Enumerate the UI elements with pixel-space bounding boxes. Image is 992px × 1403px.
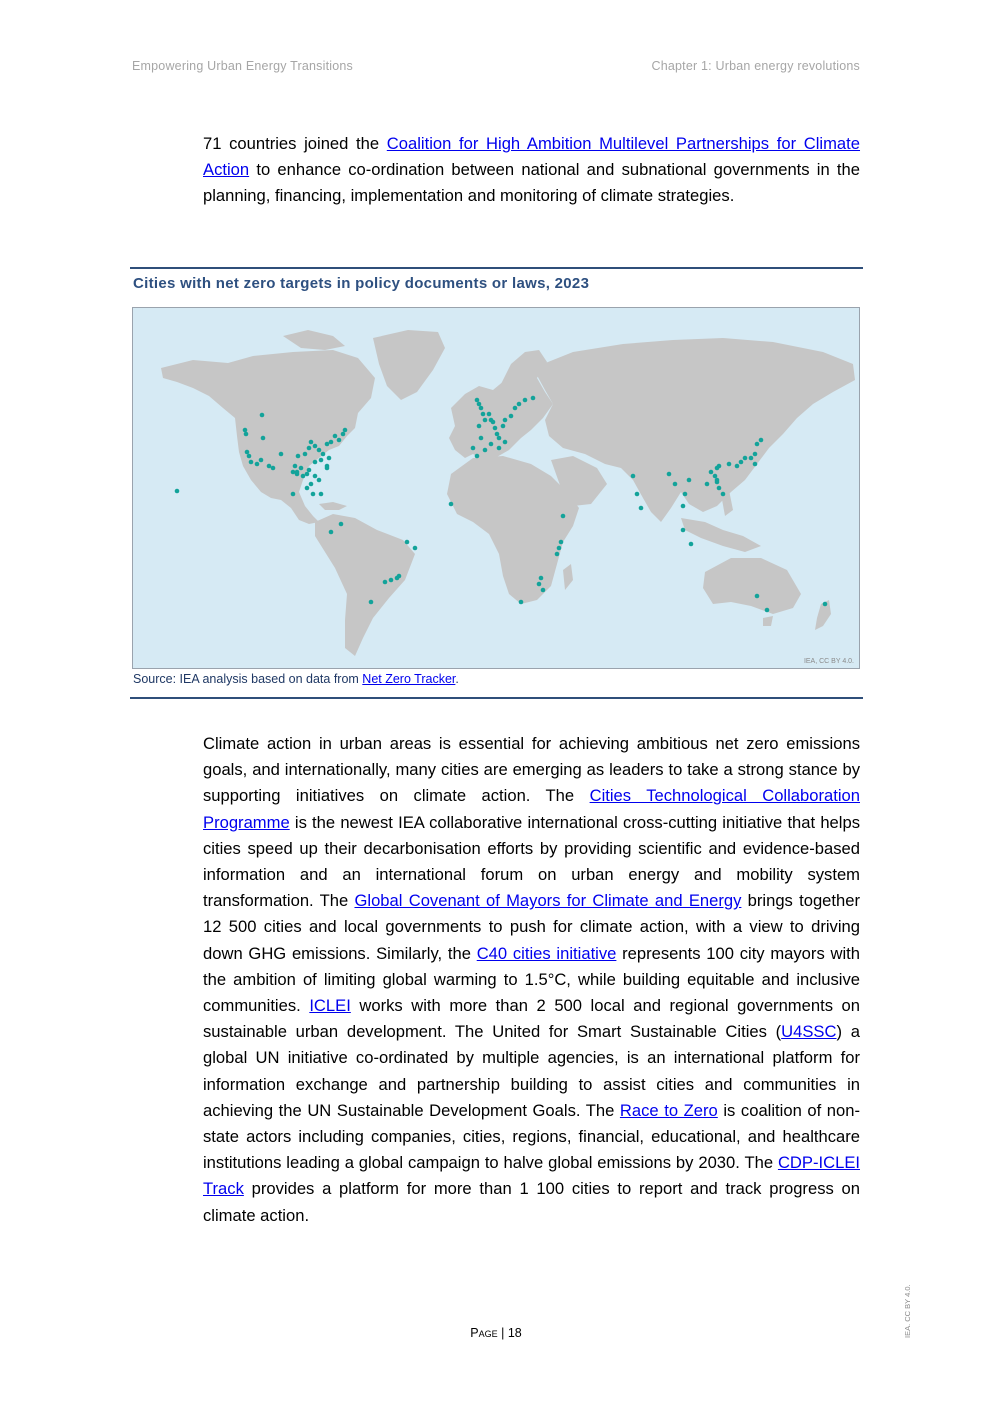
city-marker: [759, 438, 764, 443]
city-marker: [397, 574, 402, 579]
city-marker: [449, 502, 454, 507]
land-masses: [161, 330, 855, 656]
city-marker: [303, 452, 308, 457]
city-marker: [307, 468, 312, 473]
intro-text-2: to enhance co-ordination between national and subnational governments in the planning, financing, implementation and monitoring of climate strategies.: [203, 160, 860, 206]
intro-text-1: 71 countries joined the: [203, 134, 387, 153]
running-header-right: Chapter 1: Urban energy revolutions: [651, 59, 860, 73]
cities-tcp-link[interactable]: Cities Technological Collaboration Programme: [203, 786, 860, 832]
city-marker: [503, 418, 508, 423]
city-marker: [755, 594, 760, 599]
city-marker: [383, 580, 388, 585]
net-zero-tracker-link[interactable]: Net Zero Tracker: [362, 672, 456, 686]
body-text-1: Climate action in urban areas is essential for achieving ambitious net zero emissions goals, and internationally, many cities are emerging as leaders to take a strong stance by supporting initiatives on climate action. The: [203, 734, 860, 806]
city-marker: [481, 412, 486, 417]
city-marker: [491, 420, 496, 425]
city-marker: [749, 456, 754, 461]
city-marker: [509, 414, 514, 419]
city-marker: [271, 466, 276, 471]
north-america-landmass: [161, 350, 375, 524]
city-marker: [743, 456, 748, 461]
city-marker: [479, 406, 484, 411]
city-marker: [305, 486, 310, 491]
city-marker: [721, 492, 726, 497]
body-text-2: is the newest IEA collaborative international cross-cutting initiative that helps cities speed up their decarbonisation efforts by providing scientific and evidence-based information and an international forum on urban energy and mobility system transformation. The: [203, 812, 860, 911]
city-marker: [479, 436, 484, 441]
city-marker: [727, 462, 732, 467]
city-marker: [681, 504, 686, 509]
south-america-landmass: [315, 514, 415, 656]
city-marker: [333, 434, 338, 439]
iclei-link[interactable]: ICLEI: [309, 996, 351, 1016]
city-marker: [667, 472, 672, 477]
city-marker: [291, 470, 296, 475]
city-marker: [709, 470, 714, 475]
greenland-landmass: [373, 330, 445, 400]
city-marker: [369, 600, 374, 605]
city-marker: [713, 474, 718, 479]
city-marker: [245, 450, 250, 455]
page-word: Page: [470, 1326, 498, 1340]
city-marker: [755, 442, 760, 447]
city-marker: [329, 530, 334, 535]
world-map-graphic: [133, 308, 859, 668]
city-marker: [325, 466, 330, 471]
city-marker: [503, 440, 508, 445]
page-footer: [0, 1326, 992, 1340]
city-marker: [477, 424, 482, 429]
city-marker: [471, 446, 476, 451]
intro-paragraph: [203, 131, 860, 210]
city-marker: [309, 440, 314, 445]
southeast-asia-landmass: [681, 518, 761, 552]
city-marker: [639, 506, 644, 511]
city-marker: [559, 540, 564, 545]
city-marker: [267, 464, 272, 469]
city-marker: [739, 460, 744, 465]
city-marker: [291, 492, 296, 497]
city-marker: [339, 522, 344, 527]
city-marker: [635, 492, 640, 497]
city-marker: [325, 442, 330, 447]
city-marker: [319, 492, 324, 497]
city-marker: [293, 464, 298, 469]
body-text-3: brings together 12 500 cities and local governments to push for climate action, with a view to driving down GHG emissions. Similarly, the: [203, 891, 861, 963]
city-marker: [517, 402, 522, 407]
tasmania-landmass: [763, 616, 773, 626]
side-credit: IEA. CC BY 4.0.: [903, 1284, 912, 1338]
city-marker: [519, 600, 524, 605]
global-covenant-link[interactable]: Global Covenant of Mayors for Climate and Energy: [354, 891, 742, 911]
map-credit: IEA, CC BY 4.0.: [803, 658, 854, 665]
body-paragraph: [203, 731, 860, 1229]
city-marker: [483, 448, 488, 453]
city-marker: [687, 478, 692, 483]
city-marker: [493, 426, 498, 431]
city-marker: [296, 454, 301, 459]
cdp-iclei-link[interactable]: CDP-ICLEI Track: [203, 1153, 860, 1199]
city-marker: [681, 528, 686, 533]
city-marker: [823, 602, 828, 607]
city-marker: [715, 480, 720, 485]
body-text-6: ) a global UN initiative co-ordinated by multiple agencies, is an international platform for information exchange and partnership building to assist cities and communities in achieving the UN Sustainable Development Goals. The: [203, 1022, 860, 1120]
city-marker: [539, 576, 544, 581]
figure-top-rule: [130, 267, 863, 269]
city-marker: [735, 464, 740, 469]
city-marker: [555, 552, 560, 557]
city-marker: [405, 540, 410, 545]
city-marker: [279, 452, 284, 457]
body-text-7: is coalition of non-state actors including companies, cities, regions, financial, educational, and healthcare institutions leading a global campaign to halve global emissions by 2030. The: [203, 1100, 860, 1173]
city-marker: [313, 474, 318, 479]
city-marker: [483, 418, 488, 423]
city-marker: [537, 582, 542, 587]
city-marker: [631, 474, 636, 479]
city-marker: [249, 460, 254, 465]
city-marker: [321, 452, 326, 457]
city-marker: [259, 458, 264, 463]
u4ssc-link[interactable]: U4SSC: [781, 1022, 837, 1042]
city-marker: [557, 546, 562, 551]
city-marker: [673, 482, 678, 487]
world-map: [132, 307, 860, 669]
city-marker: [475, 454, 480, 459]
city-marker: [705, 482, 710, 487]
city-marker: [715, 466, 720, 471]
figure-bottom-rule: [130, 697, 863, 699]
city-marker: [319, 458, 324, 463]
city-marker: [309, 482, 314, 487]
body-text-8: provides a platform for more than 1 100 cities to report and track progress on climate action.: [203, 1179, 860, 1225]
city-marker: [413, 546, 418, 551]
city-marker: [260, 413, 265, 418]
city-marker: [301, 474, 306, 479]
city-marker: [175, 489, 180, 494]
city-marker: [497, 436, 502, 441]
city-marker: [313, 460, 318, 465]
city-marker: [487, 412, 492, 417]
city-marker: [689, 542, 694, 547]
australia-landmass: [703, 558, 801, 614]
race-to-zero-link[interactable]: Race to Zero: [619, 1100, 718, 1120]
europe-landmass: [449, 372, 553, 460]
source-prefix: Source: IEA analysis based on data from: [133, 672, 363, 686]
city-marker: [329, 440, 334, 445]
city-marker: [299, 466, 304, 471]
caribbean-landmass: [319, 502, 347, 510]
city-marker: [477, 402, 482, 407]
city-marker: [337, 438, 342, 443]
city-marker: [389, 578, 394, 583]
city-marker: [255, 462, 260, 467]
city-marker: [683, 492, 688, 497]
body-text-5: works with more than 2 500 local and regional governments on sustainable urban development. The United for Smart Sustainable Cities (: [203, 996, 861, 1042]
city-marker: [327, 456, 332, 461]
city-marker: [243, 428, 248, 433]
city-marker: [561, 514, 566, 519]
city-marker: [475, 398, 480, 403]
page-separator: |: [497, 1326, 508, 1340]
city-marker: [311, 492, 316, 497]
body-text-4: represents 100 city mayors with the ambition of limiting global warming to 1.5°C, while building equitable and inclusive communities.: [203, 943, 860, 1016]
city-marker: [247, 454, 252, 459]
coalition-link[interactable]: Coalition for High Ambition Multilevel Partnerships for Climate Action: [203, 134, 861, 180]
city-marker: [343, 428, 348, 433]
city-marker: [753, 462, 758, 467]
city-marker: [295, 470, 300, 475]
page-number: 18: [507, 1326, 522, 1340]
city-marker: [305, 472, 310, 477]
city-marker: [541, 588, 546, 593]
city-marker: [317, 448, 322, 453]
city-marker: [501, 424, 506, 429]
source-suffix: .: [455, 672, 459, 686]
city-marker: [489, 442, 494, 447]
c40-link[interactable]: C40 cities initiative: [476, 943, 617, 963]
city-marker: [717, 486, 722, 491]
figure-source: [133, 672, 459, 686]
city-marker: [523, 398, 528, 403]
city-marker: [313, 444, 318, 449]
city-marker: [753, 452, 758, 457]
city-marker: [765, 608, 770, 613]
city-marker: [244, 432, 249, 437]
arctic-islands-landmass: [283, 330, 345, 350]
city-marker: [531, 396, 536, 401]
madagascar-landmass: [563, 564, 573, 590]
city-marker: [261, 436, 266, 441]
city-marker: [513, 406, 518, 411]
city-marker: [317, 478, 322, 483]
city-marker: [307, 446, 312, 451]
city-marker: [341, 432, 346, 437]
running-header-left: Empowering Urban Energy Transitions: [132, 59, 353, 73]
figure-title: Cities with net zero targets in policy documents or laws, 2023: [133, 275, 590, 292]
city-marker: [495, 432, 500, 437]
city-marker: [497, 446, 502, 451]
